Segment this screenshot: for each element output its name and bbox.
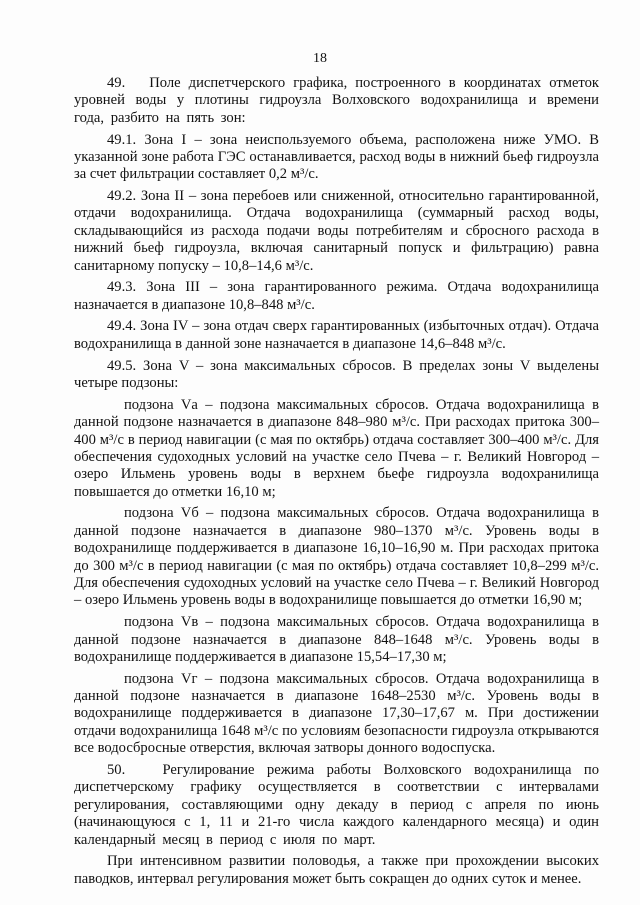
paragraph-49-1-zone-i: 49.1. Зона I – зона неиспользуемого объема, расположена ниже УМО. В указанной зоне работа ГЭС останавливается, расход воды в нижний бьеф гидроузла за счет фильтрации составляет 0,2 м³/с. [74, 131, 599, 183]
paragraph-49-4-zone-iv: 49.4. Зона IV – зона отдач сверх гарантированных (избыточных отдач). Отдача водохранилища в данной зоне назначается в диапазоне 14,6–848 м³/с. [74, 318, 599, 352]
document-body [74, 75, 599, 892]
paragraph-49-2-zone-ii: 49.2. Зона II – зона перебоев или сниженной, относительно гарантированной, отдачи водохранилища. Отдача водохранилища (суммарный расход воды, складывающийся из расхода подачи воды потребителям и сбросного расхода в нижний бьеф гидроузла, включая санитарный попуск и фильтрацию) равна санитарному попуску – 10,8–14,6 м³/с. [74, 188, 599, 274]
paragraph-flood-interval: При интенсивном развитии половодья, а также при прохождении высоких паводков, интервал регулирования может быть сокращен до одних суток и менее. [74, 853, 599, 887]
subzone-vv: подзона Vв – подзона максимальных сбросов. Отдача водохранилища в данной подзоне назначается в диапазоне 848–1648 м³/с. Уровень воды в водохранилище поддерживается в диапазоне 15,54–17,30 м; [74, 614, 599, 665]
subzone-vg: подзона Vг – подзона максимальных сбросов. Отдача водохранилища в данной подзоне назначается в диапазоне 1648–2530 м³/с. Уровень воды в водохранилище поддерживается в диапазоне 17,30–17,67 м. При достижении отдачи водохранилища 1648 м³/с по условиям безопасности гидроузла открываются все водосбросные отверстия, включая затворы донного водоспуска. [74, 670, 599, 757]
subzone-va: подзона Vа – подзона максимальных сбросов. Отдача водохранилища в данной подзоне назначается в диапазоне 848–980 м³/с. При расходах притока 300–400 м³/с в период навигации (с мая по октябрь) отдача составляет 300–400 м³/с. Для обеспечения судоходных условий на участке село Пчева – г. Великий Новгород – озеро Ильмень уровень воды в верхнем бьефе гидроузла водохранилища повышается до отметки 16,10 м; [74, 396, 599, 500]
subzone-vb: подзона Vб – подзона максимальных сбросов. Отдача водохранилища в данной подзоне назначается в диапазоне 980–1370 м³/с. Уровень воды в водохранилище поддерживается в диапазоне 16,10–16,90 м. При расходах притока до 300 м³/с в период навигации (с мая по октябрь) отдача составляет 10,8–299 м³/с. Для обеспечения судоходных условий на участке село Пчева – г. Великий Новгород – озеро Ильмень уровень воды в водохранилище повышается до отметки 16,90 м; [74, 505, 599, 609]
page-number: 18 [313, 51, 327, 66]
paragraph-49: 49. Поле диспетчерского графика, построенного в координатах отметок уровней воды у плотины гидроузла Волховского водохранилища и времени года, разбито на пять зон: [74, 75, 599, 126]
paragraph-49-3-zone-iii: 49.3. Зона III – зона гарантированного режима. Отдача водохранилища назначается в диапазоне 10,8–848 м³/с. [74, 279, 599, 313]
paragraph-50: 50. Регулирование режима работы Волховского водохранилища по диспетчерскому графику осуществляется в соответствии с интервалами регулирования, составляющими одну декаду в период с апреля по июнь (начинающуюся с 1, 11 и 21-го числа каждого календарного месяца) и один календарный месяц в период с июля по март. [74, 762, 599, 848]
paragraph-49-5-zone-v: 49.5. Зона V – зона максимальных сбросов. В пределах зоны V выделены четыре подзоны: [74, 357, 599, 391]
